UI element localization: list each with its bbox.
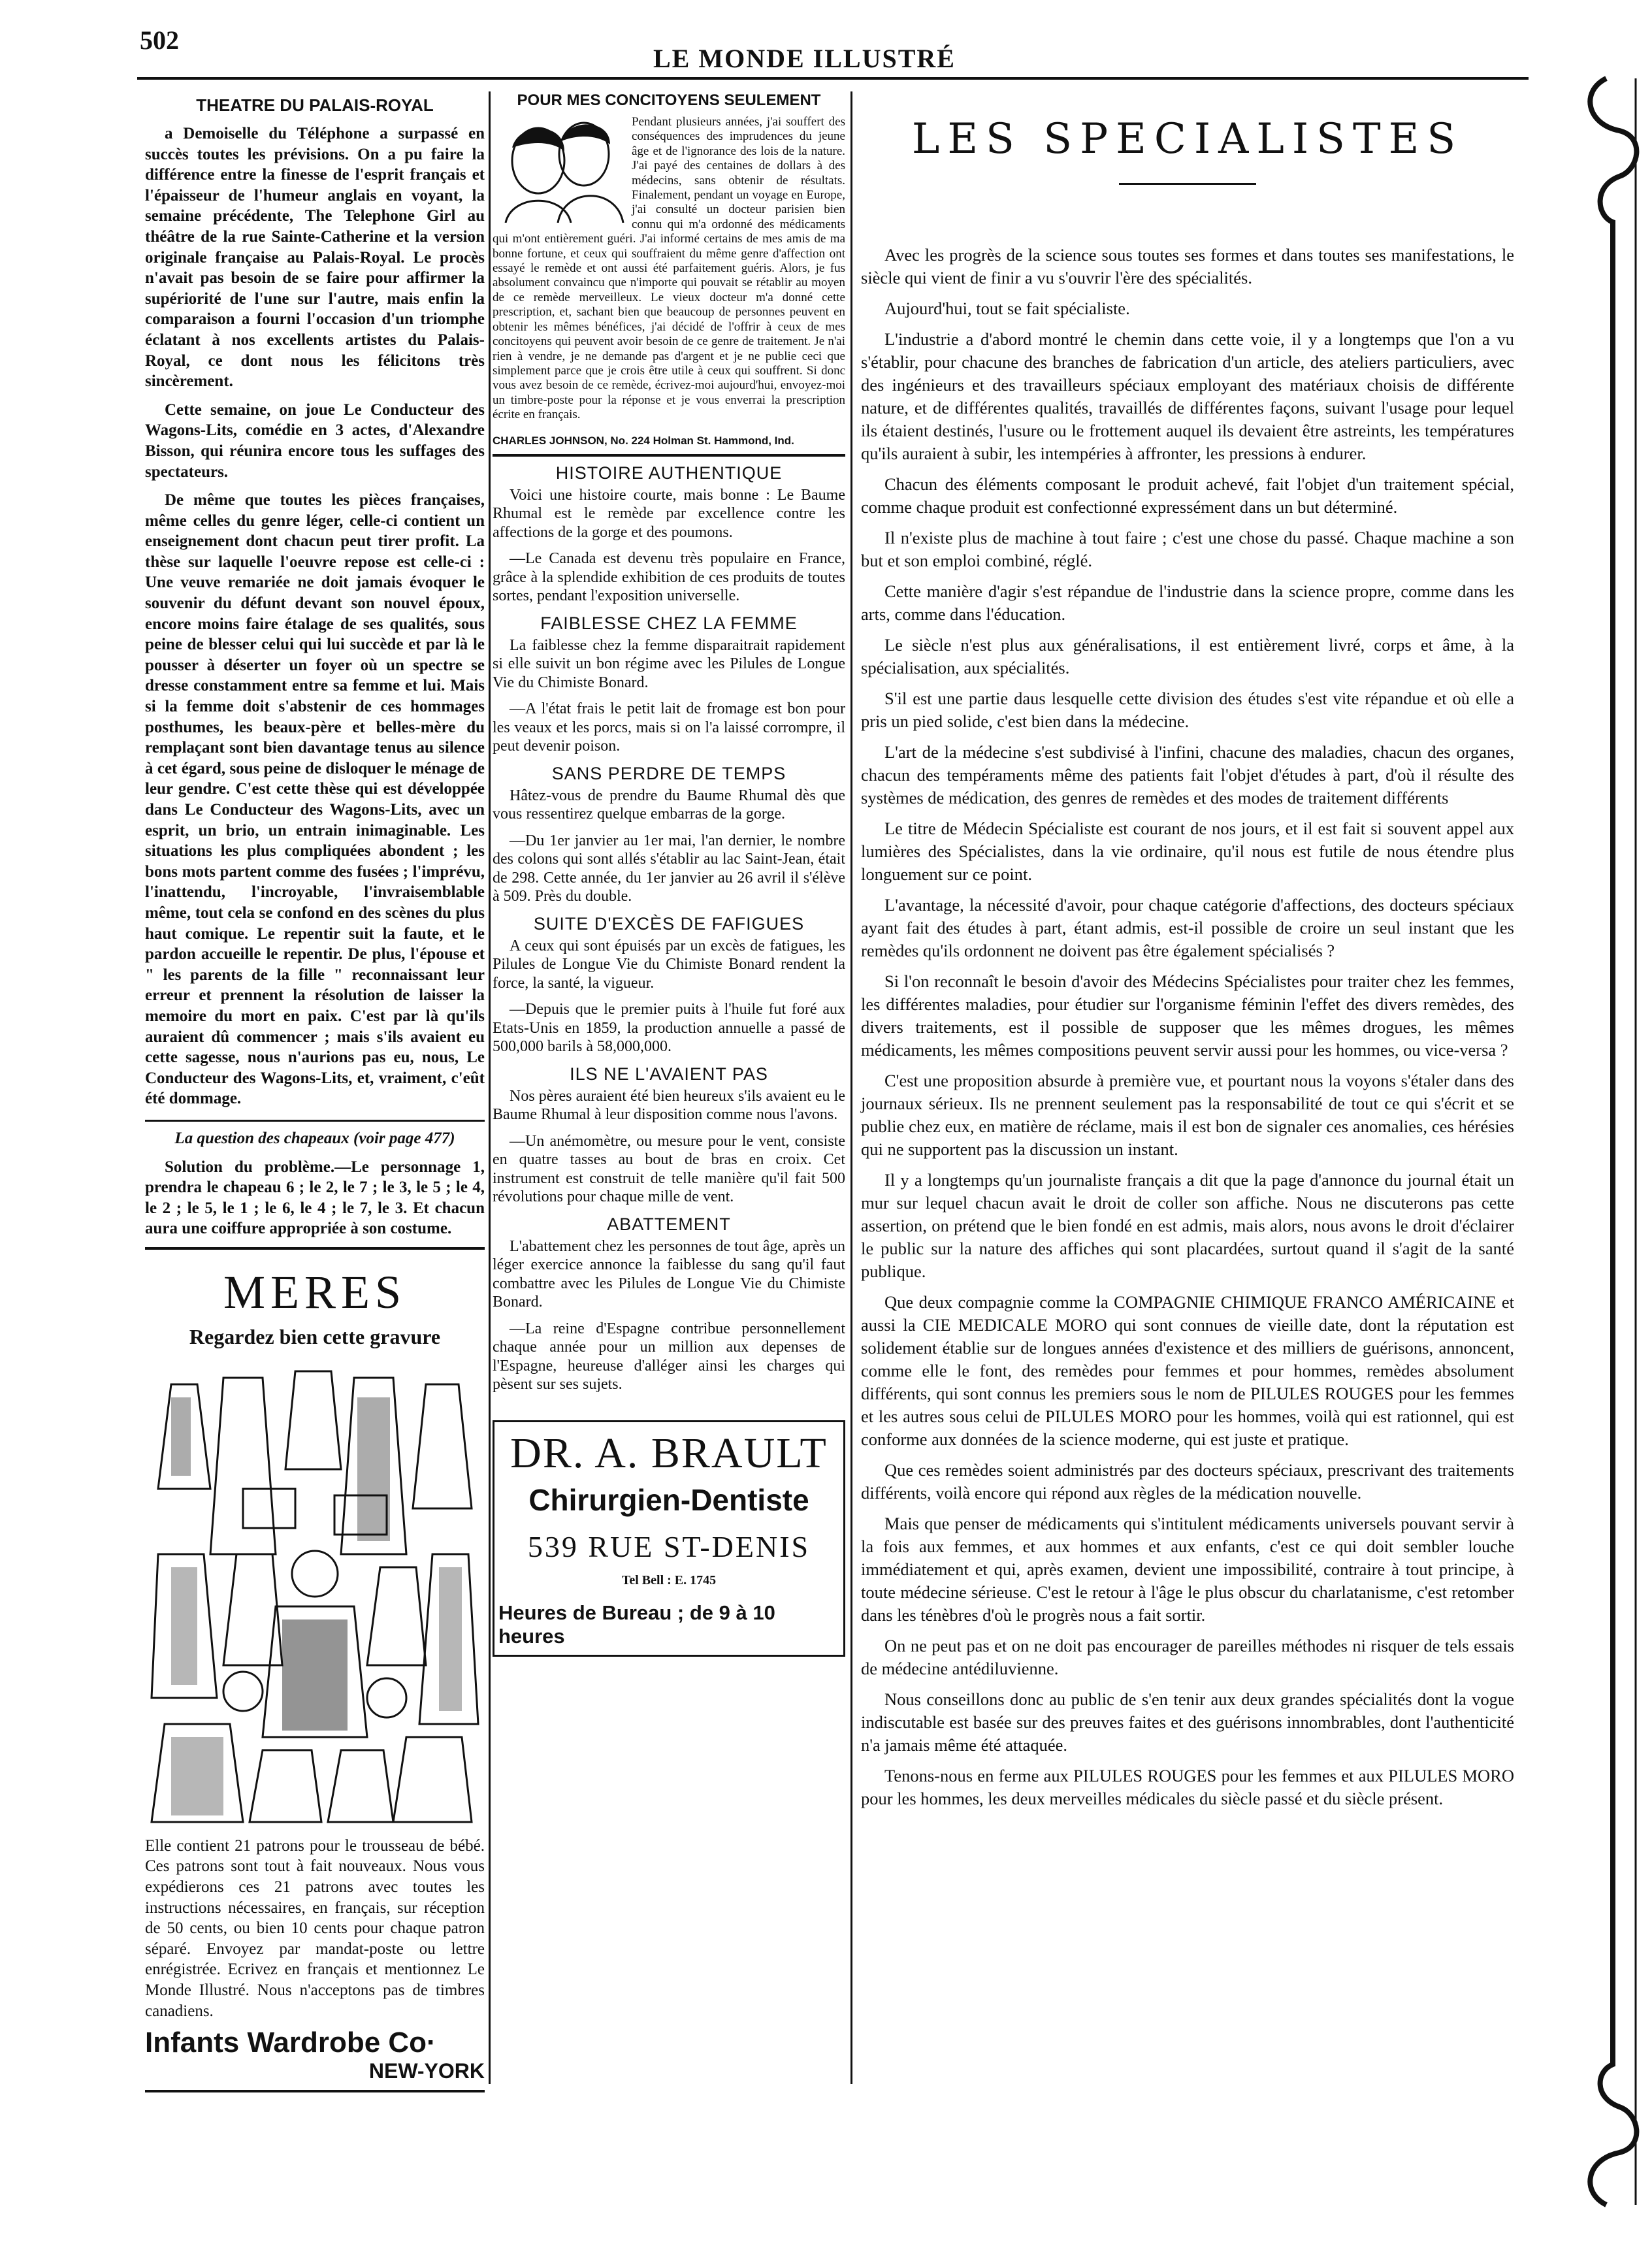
dentist-advertisement bbox=[493, 1420, 845, 1657]
section-paragraph: —Le Canada est devenu très populaire en France, grâce à la splendide exhibition de ces produits de toutes sortes, pendant l'exposition universelle. bbox=[493, 550, 845, 605]
theatre-paragraph-2: Cette semaine, on joue Le Conducteur des Wagons-Lits, comédie en 3 actes, d'Alexandre Bisson, qui réunira encore tous les suffages des spectateurs. bbox=[145, 400, 485, 481]
column-rule-1 bbox=[489, 91, 491, 2084]
article-paragraph: L'art de la médecine s'est subdivisé à l'infini, chacune des maladies, chacun des organes, chacun des tempéraments même des patients fait l'objet d'études à part, d'où il résulte des systèmes de médication, des genres de remèdes et des modes de traitement différents bbox=[861, 742, 1514, 807]
section-paragraph: Hâtez-vous de prendre du Baume Rhumal dès que vous ressentirez quelque embarras de la gorge. bbox=[493, 787, 845, 823]
dentist-name: DR. A. BRAULT bbox=[510, 1429, 828, 1477]
article-paragraph: Que ces remèdes soient administrés par des docteurs spéciaux, prescrivant des traitements différents, voilà encore qui répond aux règles de la médication nouvelle. bbox=[861, 1460, 1514, 1503]
section-paragraph: A ceux qui sont épuisés par un excès de fatigues, les Pilules de Longue Vie du Chimiste Bonard rendent la force, la santé, la vigueur. bbox=[493, 937, 845, 992]
couple-portrait-icon bbox=[493, 115, 626, 223]
article-paragraph: Si l'on reconnaît le besoin d'avoir des Médecins Spécialistes pour traiter chez les femmes, les différentes maladies, pour étudier sur l'organisme féminin l'effet des divers remèdes, des divers traitements, est il possible de supposer que les mêmes drogues, les mêmes médicaments, les mêmes compositions peuvent servir aussi pour les hommes, ou vice-versa ? bbox=[861, 971, 1514, 1060]
article-paragraph: Que deux compagnie comme la COMPAGNIE CHIMIQUE FRANCO AMÉRICAINE et aussi la CIE MEDICALE MORO qui sont connues de vieille date, dont la réputation est solidement établie sur de longues années d'existence et des milliers de guérisons, annoncent, comme elle le font, des remèdes pour femmes et pour hommes, remèdes absolument différents, qui sont connus les premiers sous le nom de PILULES ROUGES pour les femmes et les autres sous celui de PILULES MORO pour les hommes, voilà qui est rationnel, qui est conforme aux données de la science moderne, qui est juste et pratique. bbox=[861, 1292, 1514, 1449]
article-paragraph: Aujourd'hui, tout se fait spécialiste. bbox=[884, 299, 1130, 318]
article-paragraph: C'est une proposition absurde à première vue, et pourtant nous la voyons s'étaler dans des journaux sérieux. Ils ne prennent seulement pas la responsabilité de tout ce qui s'écrit et se publie chez eux, en matière de réclame, mais il est bon de signaler ces anomalies, ces hérésies qui ne supportent pas la discussion un instant. bbox=[861, 1071, 1514, 1159]
section-paragraph: Voici une histoire courte, mais bonne : Le Baume Rhumal est le remède par excellence contre les affections de la gorge et des poumons. bbox=[493, 486, 845, 541]
journal-title: LE MONDE ILLUSTRÉ bbox=[653, 44, 956, 73]
section-paragraph: Nos pères auraient été bien heureux s'ils avaient eu le Baume Rhumal à leur disposition comme nous l'avons. bbox=[493, 1087, 845, 1124]
section-paragraph: —Depuis que le premier puits à l'huile fut foré aux Etats-Unis en 1859, la production annuelle a passé de 500,000 barils à 58,000,000. bbox=[493, 1001, 845, 1056]
article-paragraph: Cette manière d'agir s'est répandue de l'industrie dans la science propre, comme dans les arts, comme dans l'éducation. bbox=[861, 581, 1514, 624]
article-paragraph: Tenons-nous en ferme aux PILULES ROUGES pour les femmes et aux PILULES MORO pour les hommes, les deux merveilles médicales du siècle passé et du siècle présent. bbox=[861, 1766, 1514, 1808]
article-paragraph: Il y a longtemps qu'un journaliste français a dit que la page d'annonce du journal était un mur sur lequel chacun avait le droit de coller son affiche. Nous ne discuterons pas cette assertion, on prétend que le bien fondé en est admis, mais alors, nous avons le droit d'éclairer le public sur la nature des affiches qui sont placardées, surtout quand il s'agit de la santé publique. bbox=[861, 1170, 1514, 1281]
column-3 bbox=[861, 91, 1514, 1818]
concitoyens-body: Pendant plusieurs années, j'ai souffert des conséquences des imprudences du jeune âge et de l'ignorance des lois de la nature. J'ai payé des centaines de dollars à des médecins, sans obtenir de résultats. Finalement, pendant un voyage en Europe, j'ai consulté un docteur parisien bien connu qui m'a ordonné des médicaments qui m'ont entièrement guéri. J'ai informé certains de mes amis de ma bonne fortune, et ceux qui souffraient du même genre d'affection ont essayé le remède et ont aussi été parfaitement guéris. Alors, je fus absolument convaincu que n'importe qui pouvait se rétablir au moyen de ce remède merveilleux. Le vieux docteur m'a donné cette prescription, et, sachant bien que beaucoup de personnes peuvent en obtenir les mêmes bénéfices, j'ai décidé de l'offrir à ceux de mes concitoyens qui peuvent avoir besoin de ce genre de traitement. Je n'ai rien à vendre, je ne demande pas d'argent et je ne publie ceci que simplement parce que je crois être utile à ceux qui souffrent. Si donc vous avez besoin de ce remède, écrivez-moi aujourd'hui, envoyez-moi un timbre-poste pour la réponse et je vous enverrai la prescription écrite en français. bbox=[493, 115, 845, 422]
article-paragraph: Le siècle n'est plus aux généralisations, il est entièrement livré, corps et âme, à la spécialisation, aux spécialités. bbox=[861, 635, 1514, 677]
dentist-phone: Tel Bell : E. 1745 bbox=[621, 1572, 717, 1587]
article-paragraph: Le titre de Médecin Spécialiste est courant de nos jours, et il est fait si souvent appel aux lumières des Spécialistes, dans la vie ordinaire, qu'il nous est futile de nous étendre plus longuement sur ce point. bbox=[861, 819, 1514, 884]
page-number: 502 bbox=[140, 25, 179, 55]
dentist-address: 539 RUE ST-DENIS bbox=[527, 1529, 811, 1563]
column-2 bbox=[493, 91, 845, 1657]
section-paragraph: La faiblesse chez la femme disparaitrait rapidement si elle suivit un bon régime avec les Pilules de Longue Vie du Chimiste Bonard. bbox=[493, 636, 845, 691]
dentist-hours: Heures de Bureau ; de 9 à 10 heures bbox=[498, 1601, 775, 1648]
meres-subtitle: Regardez bien cette gravure bbox=[189, 1324, 441, 1348]
chapeaux-text: Solution du problème.—Le personnage 1, prendra le chapeau 6 ; le 2, le 7 ; le 3, le 5 ; le 4, le 2 ; le 5, le 1 ; le 6, le 4 ; le 7, le 3. Et chacun aura une coiffure appropriée à son costume. bbox=[145, 1158, 485, 1238]
header-rule bbox=[137, 77, 1529, 80]
section-paragraph: —Du 1er janvier au 1er mai, l'an dernier, le nombre des colons qui sont allés s'établir au lac Saint-Jean, était de 298. Cette année, du 1er janvier au 26 avril il s'élève à 509. Près du double. bbox=[493, 832, 845, 905]
section-heading: ABATTEMENT bbox=[607, 1214, 731, 1234]
meres-small-text: Elle contient 21 patrons pour le trousseau de bébé. Ces patrons sont tout à fait nouveaux. Nous vous expédierons ces 21 patrons avec toutes les instructions nécessaires, en français, sur réception de 50 cents, ou bien 10 cents pour chaque patron séparé. Envoyez par mandat-poste ou lettre enrégistrée. Ecrivez en français et mentionnez Le Monde Illustré. Nous n'acceptons pas de timbres canadiens. bbox=[145, 1836, 485, 2020]
concitoyens-title: POUR MES CONCITOYENS SEULEMENT bbox=[517, 91, 821, 109]
article-paragraph: Avec les progrès de la science sous toutes ses formes et dans toutes ses manifestations, le siècle qui vient de finir a vu s'ouvrir l'ère des spécialités. bbox=[861, 245, 1514, 287]
title-rule bbox=[1119, 183, 1256, 185]
section-paragraph: —Un anémomètre, ou mesure pour le vent, consiste en quatre tasses au bout de bras en croix. Cet instrument est construit de telle manière qu'il fait 500 révolutions pour chaque mille de vent. bbox=[493, 1132, 845, 1206]
concitoyens-signature: CHARLES JOHNSON, No. 224 Holman St. Hammond, Ind. bbox=[493, 434, 794, 447]
chapeaux-heading: La question des chapeaux (voir page 477) bbox=[174, 1129, 455, 1147]
company-city: NEW-YORK bbox=[368, 2059, 485, 2083]
article-paragraph: Nous conseillons donc au public de s'en tenir aux deux grandes spécialités dont la vogue indiscutable est basée sur des preuves faites et des guérisons innombrables, dont l'authenticité n'a jamais même été attaquée. bbox=[861, 1689, 1514, 1755]
baby-garments-engraving-icon bbox=[145, 1358, 485, 1829]
dentist-profession: Chirurgien-Dentiste bbox=[528, 1482, 809, 1517]
column-rule-2 bbox=[850, 91, 852, 2084]
article-paragraph: Chacun des éléments composant le produit achevé, fait l'objet d'un traitement spécial, comme chaque produit est confectionné expressément dans un but déterminé. bbox=[861, 474, 1514, 517]
section-heading: HISTOIRE AUTHENTIQUE bbox=[555, 463, 783, 483]
article-paragraph: L'industrie a d'abord montré le chemin dans cette voie, il y a longtemps que l'on a vu s'établir, pour chacune des branches de fabrication d'un article, des ateliers particuliers, avec des ingénieurs et des travailleurs spéciaux employant des matériaux choisis de différente nature, et de différentes qualités, travaillés de différentes façons, suivant l'usage pour lequel ils étaient destinés, l'usure ou le frottement auquel ils devaient être astreints, les températures qu'ils auraient à subir, les intempéries à affronter, les pressions à endurer. bbox=[861, 329, 1514, 463]
theatre-paragraph-3: De même que toutes les pièces françaises, même celles du genre léger, celle-ci contient un enseignement dont chacun peut tirer profit. La thèse sur laquelle l'oeuvre repose est celle-ci : Une veuve remariée ne doit jamais évoquer le souvenir du défunt devant son nouvel époux, encore moins faire étalage de ses qualités, sous peine de blesser celui qui lui succède et par là le pousser à déserter un foyer où un spectre se dresse constamment entre sa femme et lui. Mais si la femme doit s'abstenir de ces hommages posthumes, les beaux-père et belles-mère du remplaçant sont bien davantage tenus au silence à cet égard, sous peine de disloquer le ménage de leur gendre. C'est cette thèse qui est développée dans Le Conducteur des Wagons-Lits, avec un esprit, un brio, un entrain inimaginable. Les situations les plus compliquées abondent ; les bons mots partent comme des fusées ; l'imprévu, l'inattendu, l'incroyable, l'invraisemblable même, tout cela se confond en des scènes du plus haut comique. Le repentir suit la faute, et le pardon accueille le repentir. De plus, l'épouse et " les parents de la fille " reconnaissant leur erreur et prennent la résolution de laisser la memoire du mort en paix. C'est par là qu'ils auraient dû commencer ; mais s'ils avaient eu cette sagesse, nous n'aurions pas eu, nous, Le Conducteur des Wagons-Lits, et, vraiment, c'eût été dommage. bbox=[145, 491, 485, 1108]
section-paragraph: —A l'état frais le petit lait de fromage est bon pour les veaux et les porcs, mais si on l'a laissé corrompre, il peut devenir poison. bbox=[493, 700, 845, 755]
ornamental-border-icon bbox=[1567, 65, 1652, 2221]
section-heading: FAIBLESSE CHEZ LA FEMME bbox=[540, 613, 798, 633]
article-paragraph: Il n'existe plus de machine à tout faire ; c'est une chose du passé. Chaque machine a son but et son emploi combiné, réglé. bbox=[861, 528, 1514, 570]
section-heading: SANS PERDRE DE TEMPS bbox=[551, 763, 786, 783]
article-paragraph: Mais que penser de médicaments qui s'intitulent médicaments universels pouvant servir à la fois aux femmes, et aux hommes et aux enfants, c'est ce qui doit sembler louche immédiatement et qui, après examen, devient une impossibilité, contraire à tout principe, à toute médecine sérieuse. C'est le retour à l'âge le plus obscur du charlatanisme, c'est retomber dans les ténèbres d'où le progrès nous a fait sortir. bbox=[861, 1514, 1514, 1625]
theatre-heading: THEATRE DU PALAIS-ROYAL bbox=[196, 95, 434, 115]
section-heading: ILS NE L'AVAIENT PAS bbox=[570, 1064, 768, 1084]
section-paragraph: L'abattement chez les personnes de tout âge, après un léger exercice annonce la faiblesse du sang qu'il faut combattre avec les Pilules de Longue Vie du Chimiste Bonard. bbox=[493, 1237, 845, 1311]
concitoyens-advertisement bbox=[493, 91, 845, 457]
meres-advertisement bbox=[145, 1247, 485, 2092]
meres-title: MERES bbox=[223, 1265, 407, 1318]
section-divider bbox=[145, 1120, 485, 1122]
company-name: Infants Wardrobe Co· bbox=[145, 2026, 436, 2059]
article-title: LES SPECIALISTES bbox=[911, 115, 1464, 163]
column-1 bbox=[145, 91, 485, 2092]
article-paragraph: On ne peut pas et on ne doit pas encourager de pareilles méthodes ni risquer de tels essais de médecine antédiluvienne. bbox=[861, 1636, 1514, 1678]
theatre-paragraph-1: a Demoiselle du Téléphone a surpassé en succès toutes les prévisions. On a pu faire la différence entre la finesse de l'esprit français et l'épaisseur de l'humeur anglais en voyant, la semaine précédente, The Telephone Girl au théâtre de la rue Sainte-Catherine et la version originale française au Palais-Royal. Le procès n'avait pas besoin de se faire pour affirmer la supériorité de l'une sur l'autre, mais enfin la comparaison a fourni l'occasion d'un triomphe éclatant à nos excellents artistes du Palais-Royal, ce dont nous les félicitons très sincèrement. bbox=[145, 125, 485, 391]
article-paragraph: S'il est une partie daus lesquelle cette division des études s'est vite répandue et où elle a pris un pied solide, c'est bien dans la médecine. bbox=[861, 689, 1514, 731]
section-heading: SUITE D'EXCÈS DE FAFIGUES bbox=[533, 913, 805, 934]
article-paragraph: L'avantage, la nécessité d'avoir, pour chaque catégorie d'affections, des docteurs spéciaux ayant fait des études à part, étant admis, est-il possible de croire un seul instant que les remèdes qu'ils ordonnent ne doivent pas être également spécialisés ? bbox=[861, 895, 1514, 960]
section-paragraph: —La reine d'Espagne contribue personnellement chaque année pour un million aux depenses de l'Espagne, heureuse d'alléger ainsi les charges qui pèsent sur ses sujets. bbox=[493, 1320, 845, 1393]
